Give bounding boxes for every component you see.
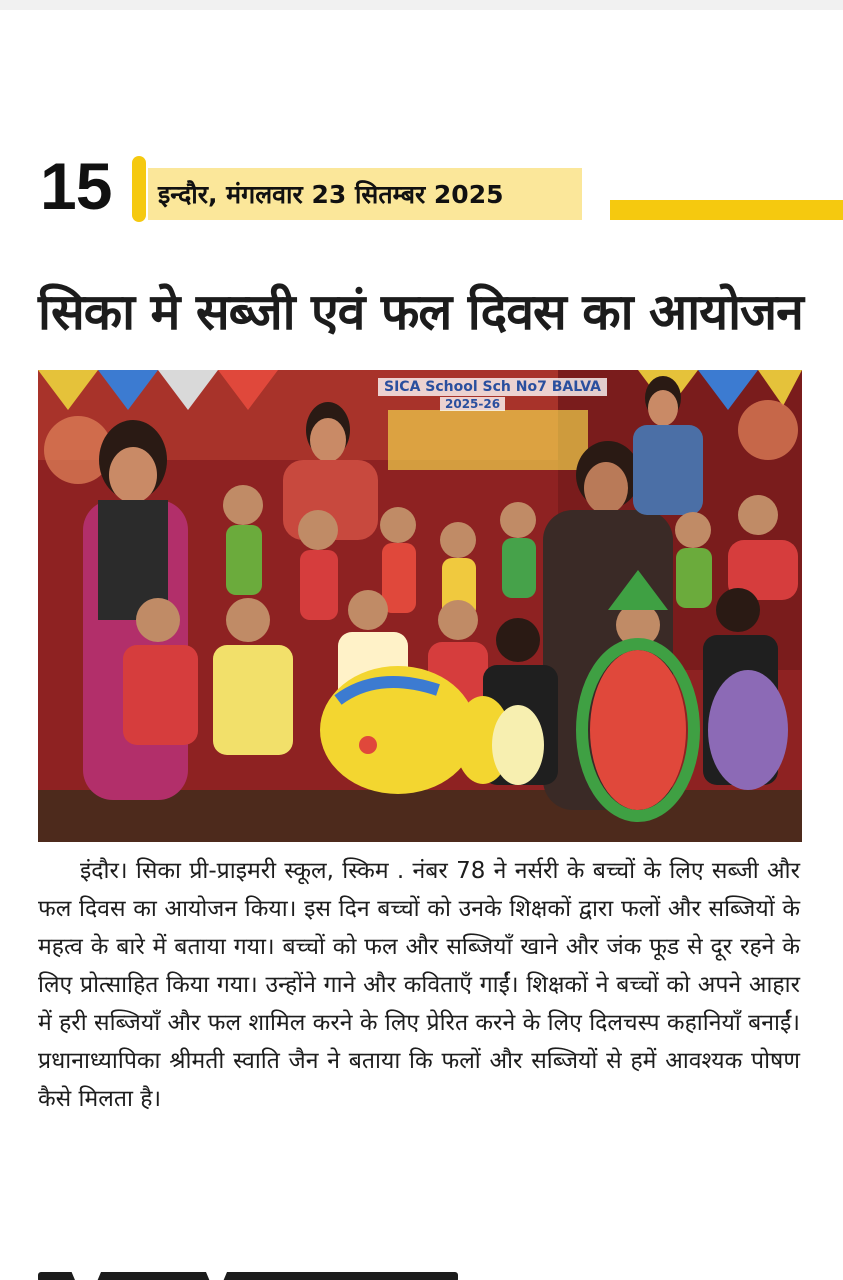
yellow-rule	[610, 200, 843, 220]
page-number: 15	[40, 149, 112, 223]
photo-illustration	[38, 370, 802, 842]
next-headline-fragment	[38, 1262, 458, 1280]
photo-banner-year: 2025-26	[440, 397, 505, 411]
dateline: इन्दौर, मंगलवार 23 सितम्बर 2025	[158, 180, 504, 209]
article-body: इंदौर। सिका प्री-प्राइमरी स्कूल, स्किम . नंबर 78 ने नर्सरी के बच्चों के लिए सब्जी और फल दिवस का आयोजन किया। इस दिन बच्चों को उनके शिक्षकों द्वारा फलों और सब्जियों के महत्व के बारे में बताया गया। बच्चों को फल और सब्जियाँ खाने और जंक फूड से दूर रहने के लिए प्रोत्साहित किया गया। उन्होंने गाने और कविताएँ गाईं। शिक्षकों ने बच्चों को अपने आहार में हरी सब्जियाँ और फल शामिल करने के लिए प्रेरित करने के लिए दिलचस्प कहानियाँ बनाईं। प्रधानाध्यापिका श्रीमती स्वाति जैन ने बताया कि फलों और सब्जियों से हमें आवश्यक पोषण कैसे मिलता है।	[38, 858, 800, 1112]
article-photo	[38, 370, 802, 842]
yellow-tab-marker-icon	[132, 156, 146, 222]
top-strip	[0, 0, 843, 10]
article-headline: सिका मे सब्जी एवं फल दिवस का आयोजन	[38, 283, 803, 341]
dateline-box	[148, 168, 582, 220]
photo-banner-text: SICA School Sch No7 BALVA	[378, 378, 607, 396]
